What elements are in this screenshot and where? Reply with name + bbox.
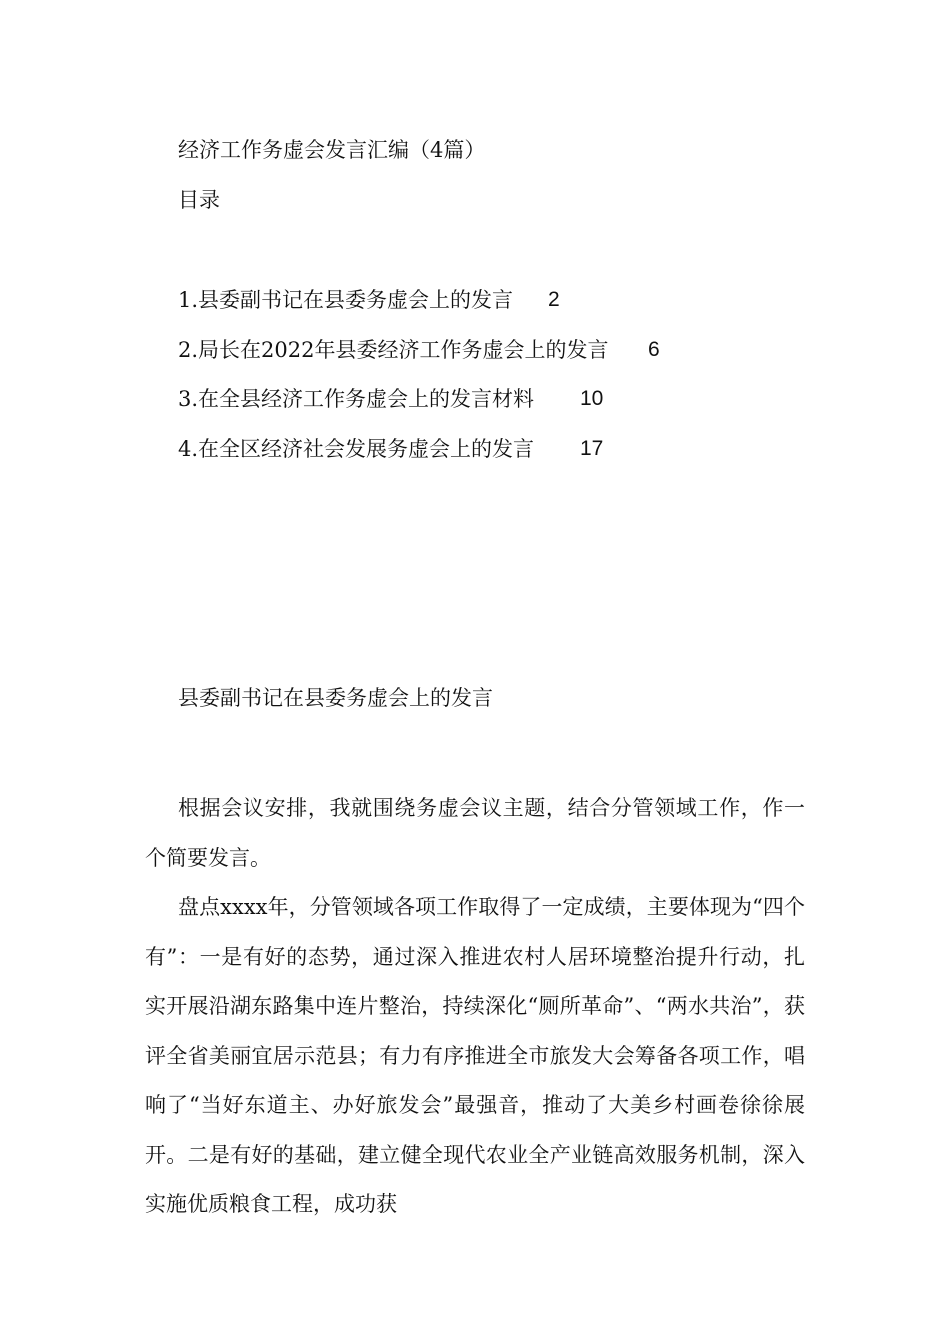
toc-item-label: 3.在全县经济工作务虚会上的发言材料 [178, 387, 535, 411]
toc-item-label: 4.在全区经济社会发展务虚会上的发言 [178, 437, 535, 461]
paragraph: 盘点xxxx年，分管领域各项工作取得了一定成绩，主要体现为“四个有”：一是有好的态势，通过深入推进农村人居环境整治提升行动，扎实开展沿湖东路集中连片整治，持续深化“厕所革命”、“两水共治”，获评全省美丽宜居示范县；有力有序推进全市旅发大会筹备各项工作，唱响了“当好东道主、办好旅发会”最强音，推动了大美乡村画卷徐徐展开。二是有好的基础，建立健全现代农业全产业链高效服务机制，深入实施优质粮食工程，成功获 [145, 895, 805, 1216]
toc-item-label: 1.县委副书记在县委务虚会上的发言 [178, 288, 514, 312]
toc-item-page: 17 [580, 437, 604, 460]
document-title: 经济工作务虚会发言汇编（4篇） [178, 138, 486, 162]
body-text [145, 784, 805, 1230]
toc-item-page: 6 [648, 338, 660, 361]
paragraph: 根据会议安排，我就围绕务虚会议主题，结合分管领域工作，作一个简要发言。 [145, 796, 805, 870]
toc-heading: 目录 [178, 188, 220, 212]
toc-item-page: 2 [548, 288, 560, 311]
toc-item[interactable] [178, 435, 604, 463]
toc-item-label: 2.局长在2022年县委经济工作务虚会上的发言 [178, 338, 609, 362]
section-title: 县委副书记在县委务虚会上的发言 [178, 686, 493, 710]
toc-item[interactable] [178, 286, 560, 314]
toc-item[interactable] [178, 336, 660, 364]
toc-item-page: 10 [580, 387, 604, 410]
toc-item[interactable] [178, 385, 604, 413]
